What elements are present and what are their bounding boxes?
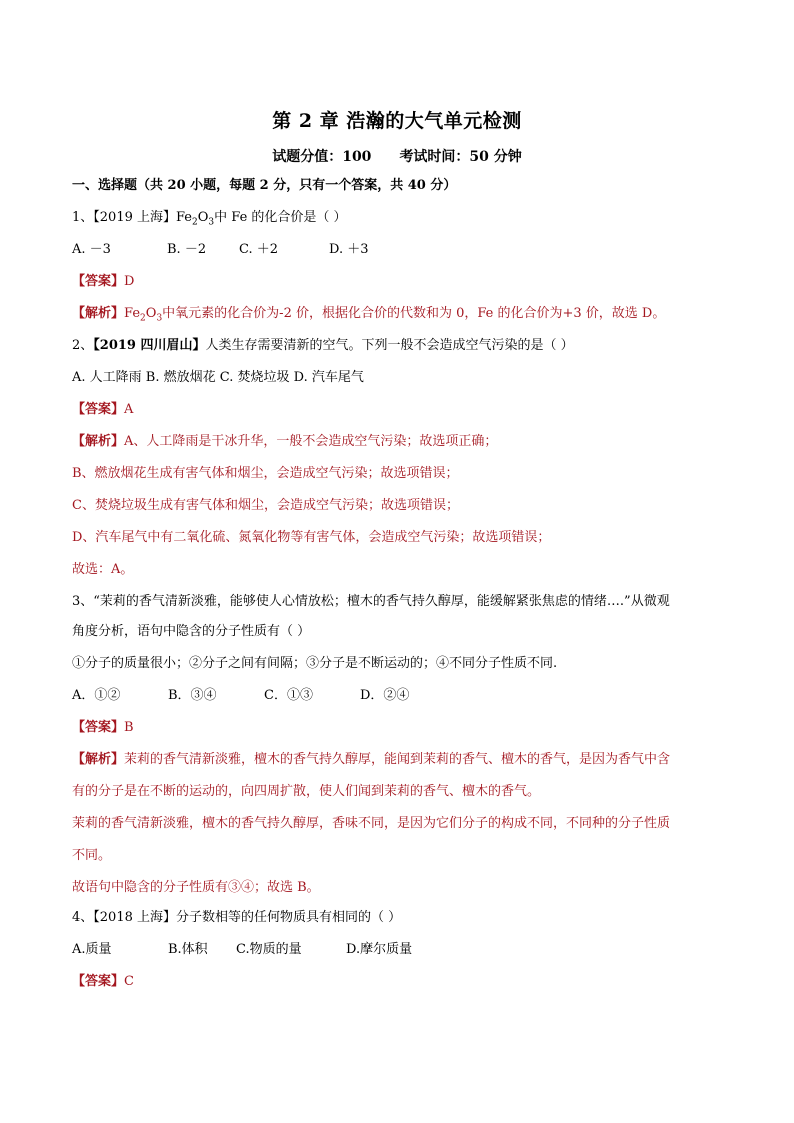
analysis-text: 茉莉的香气清新淡雅，檀木的香气持久醇厚，能闻到茉莉的香气、檀木的香气，是因为香气中含: [124, 752, 671, 767]
question-1-stem: [72, 208, 347, 233]
option-b: B. －2: [167, 242, 207, 257]
question-2-analysis-3: C、焚烧垃圾生成有害气体和烟尘，会造成空气污染；故选项错误；: [72, 498, 459, 513]
question-source: 【2019 上海】: [93, 210, 176, 225]
formula-part: O: [197, 210, 209, 225]
question-number: 2、: [72, 338, 94, 353]
question-4-answer: [72, 972, 134, 992]
question-3-analysis-2: 有的分子是在不断的运动的，向四周扩散，使人们闻到茉莉的香气、檀木的香气。: [72, 784, 541, 799]
analysis-label: 【解析】: [72, 434, 125, 449]
question-2-options: A. 人工降雨 B. 燃放烟花 C. 焚烧垃圾 D. 汽车尾气: [72, 370, 364, 385]
option-b: B.体积: [168, 942, 208, 957]
answer-label: 【答案】: [72, 720, 125, 735]
question-2-analysis-2: B、燃放烟花生成有害气体和烟尘，会造成空气污染；故选项错误；: [72, 466, 459, 481]
formula-subscript: 2: [192, 217, 198, 228]
answer-value: D: [124, 274, 135, 289]
option-b: B．③④: [168, 688, 217, 703]
question-3-stem-2: 角度分析，语句中隐含的分子性质有（ ）: [72, 624, 311, 639]
question-3-facts: ①分子的质量很小；②分子之间有间隔；③分子是不断运动的；④不同分子性质不同.: [72, 656, 558, 671]
option-c: C. ＋2: [239, 242, 279, 257]
analysis-text: 中氧元素的化合价为-2 价，根据化合价的代数和为 0，Fe 的化合价为+3 价，故选 D。: [162, 306, 666, 321]
question-1-answer: [72, 272, 134, 292]
formula-part: O: [145, 306, 157, 321]
analysis-label: 【解析】: [72, 752, 125, 767]
question-3-analysis-1: [72, 750, 670, 770]
question-4-stem: [72, 908, 401, 928]
question-2-analysis-4: D、汽车尾气中有二氧化硫、氮氧化物等有害气体，会造成空气污染；故选项错误；: [72, 530, 551, 545]
score-info: 试题分值：100: [272, 149, 372, 165]
question-2-analysis-5: 故选：A。: [72, 562, 134, 577]
question-source: 【2018 上海】: [93, 910, 176, 925]
question-2-answer: [72, 400, 133, 420]
question-2-stem: [72, 336, 574, 356]
formula-subscript: 3: [208, 217, 215, 228]
question-text: 中 Fe 的化合价是（ ）: [214, 210, 347, 225]
formula-subscript: 2: [140, 313, 146, 324]
question-text: 分子数相等的任何物质具有相同的（ ）: [176, 910, 402, 925]
question-source: 【2019 四川眉山】: [93, 338, 206, 353]
question-4-options: [72, 940, 412, 960]
question-3-analysis-3: 茉莉的香气清新淡雅，檀木的香气持久醇厚，香味不同，是因为它们分子的构成不同，不同种的分子性质: [72, 816, 671, 831]
question-3-options: [72, 686, 409, 706]
answer-value: C: [124, 974, 134, 989]
option-d: D．②④: [360, 688, 410, 703]
option-a: A. －3: [72, 242, 111, 257]
answer-value: B: [124, 720, 134, 735]
answer-label: 【答案】: [72, 974, 125, 989]
question-3-analysis-4: 不同。: [72, 848, 112, 863]
section-heading: 一、选择题（共 20 小题，每题 2 分，只有一个答案，共 40 分）: [72, 178, 457, 193]
question-1-options: [72, 240, 369, 260]
formula-part: Fe: [176, 210, 193, 225]
question-2-analysis-1: [72, 432, 497, 452]
formula-part: Fe: [124, 306, 141, 321]
question-1-analysis: [72, 304, 665, 329]
question-number: 1、: [72, 210, 94, 225]
question-3-stem-1: 3、“茉莉的香气清新淡雅，能够使人心情放松；檀木的香气持久醇厚，能缓解紧张焦虑的情绪….”从微观: [72, 594, 670, 609]
page-title: 第 2 章 浩瀚的大气单元检测: [272, 110, 522, 132]
answer-label: 【答案】: [72, 402, 125, 417]
option-d: D. ＋3: [329, 242, 369, 257]
question-text: 人类生存需要清新的空气。下列一般不会造成空气污染的是（ ）: [205, 338, 574, 353]
option-a: A．①②: [72, 688, 121, 703]
analysis-text: A、人工降雨是干冰升华，一般不会造成空气污染；故选项正确；: [124, 434, 498, 449]
formula-subscript: 3: [156, 313, 163, 324]
option-a: A.质量: [72, 942, 112, 957]
time-info: 考试时间：50 分钟: [399, 149, 522, 165]
option-c: C.物质的量: [236, 942, 302, 957]
option-d: D.摩尔质量: [346, 942, 413, 957]
question-number: 4、: [72, 910, 94, 925]
answer-label: 【答案】: [72, 274, 125, 289]
question-3-analysis-5: 故语句中隐含的分子性质有③④；故选 B。: [72, 880, 320, 895]
answer-value: A: [124, 402, 134, 417]
question-3-answer: [72, 718, 134, 738]
analysis-label: 【解析】: [72, 306, 125, 321]
exam-info: [0, 146, 794, 166]
option-c: C．①③: [264, 688, 313, 703]
